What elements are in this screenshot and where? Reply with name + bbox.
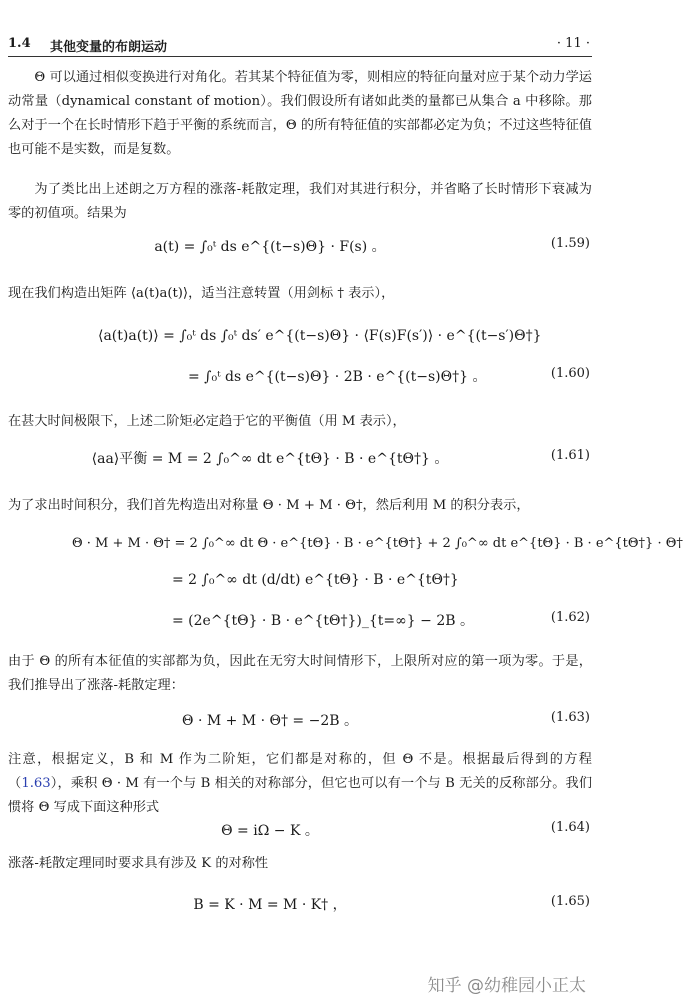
equation-body: ⟨aa⟩平衡 = M = 2 ∫₀^∞ dt e^{tΘ} · B · e^{tΘ†} 。 — [91, 451, 449, 467]
paragraph-5: 为了求出时间积分，我们首先构造出对称量 Θ · M + M · Θ†，然后利用 M 的积分表示， — [8, 498, 530, 513]
paragraph-text: 注意，根据定义，B 和 M 作为二阶矩，它们都是对称的，但 Θ 不是。根据最后得到的方程（ — [8, 752, 592, 791]
paragraph-6: 由于 Θ 的所有本征值的实部都为负，因此在无穷大时间情形下，上限所对应的第一项为零。于是，我们推导出了涨落-耗散定理： — [8, 654, 592, 693]
equation-line: = 2 ∫₀^∞ dt (d/dt) e^{tΘ} · B · e^{tΘ†} — [172, 572, 459, 588]
paragraph-1: Θ 可以通过相似变换进行对角化。若其某个特征值为零，则相应的特征向量对应于某个动力学运动常量（dynamical constant of motion）。我们假设所有诸如此类的量都已从集合 a 中移除。那么对于一个在长时情形下趋于平衡的系统而言，Θ 的所有特征值的实部都必定为负；不过这些特征值也可能不是实数，而是复数。 — [8, 70, 592, 157]
equation-1-63 — [8, 710, 592, 736]
watermark: 知乎 @幼稚园小正太 — [427, 976, 586, 996]
equation-number: (1.61) — [550, 448, 590, 463]
equation-reference-link[interactable]: 1.63 — [21, 776, 51, 791]
equation-line: = (2e^{tΘ} · B · e^{tΘ†})_{t=∞} − 2B 。 — [172, 613, 474, 629]
equation-number: (1.64) — [550, 820, 590, 835]
equation-body: a(t) = ∫₀ᵗ ds e^{(t−s)Θ} · F(s) 。 — [154, 239, 386, 255]
paragraph-2: 为了类比出上述朗之万方程的涨落-耗散定理，我们对其进行积分，并省略了长时情形下衰减为零的初值项。结果为 — [8, 182, 592, 221]
equation-1-61 — [8, 448, 592, 478]
equation-line: ⟨a(t)a(t)⟩ = ∫₀ᵗ ds ∫₀ᵗ ds′ e^{(t−s)Θ} · ⟨F(s)F(s′)⟩ · e^{(t−s′)Θ†} — [98, 328, 542, 344]
equation-line: Θ · M + M · Θ† = 2 ∫₀^∞ dt Θ · e^{tΘ} · B · e^{tΘ†} + 2 ∫₀^∞ dt e^{tΘ} · B · e^{tΘ†} · Θ† — [72, 536, 683, 551]
paragraph-7 — [8, 748, 592, 820]
equation-number: (1.59) — [550, 236, 590, 251]
page-number: · 11 · — [556, 36, 590, 51]
equation-1-64 — [8, 820, 592, 844]
equation-1-60 — [8, 322, 592, 394]
equation-body: Θ = iΩ − K 。 — [221, 823, 319, 839]
equation-number: (1.60) — [550, 366, 590, 381]
equation-1-65 — [8, 894, 592, 918]
equation-1-59 — [8, 236, 592, 266]
paragraph-3: 现在我们构造出矩阵 ⟨a(t)a(t)⟩，适当注意转置（用剑标 † 表示）， — [8, 286, 395, 301]
equation-1-62 — [8, 532, 683, 638]
equation-body: Θ · M + M · Θ† = −2B 。 — [182, 713, 358, 729]
equation-number: (1.65) — [550, 894, 590, 909]
running-header — [8, 34, 592, 57]
paragraph-text: ），乘积 Θ · M 有一个与 B 相关的对称部分，但它也可以有一个与 B 无关的反称部分。我们惯将 Θ 写成下面这种形式 — [8, 776, 593, 815]
paragraph-4: 在甚大时间极限下，上述二阶矩必定趋于它的平衡值（用 M 表示）， — [8, 414, 406, 429]
equation-line: = ∫₀ᵗ ds e^{(t−s)Θ} · 2B · e^{(t−s)Θ†} 。 — [188, 369, 487, 385]
equation-number: (1.62) — [550, 610, 590, 625]
paragraph-8: 涨落-耗散定理同时要求具有涉及 K 的对称性 — [8, 856, 269, 871]
section-number: 1.4 — [8, 36, 31, 51]
equation-body: B = K · M = M · K† ， — [193, 897, 347, 913]
equation-number: (1.63) — [550, 710, 590, 725]
section-title: 其他变量的布朗运动 — [50, 40, 168, 55]
